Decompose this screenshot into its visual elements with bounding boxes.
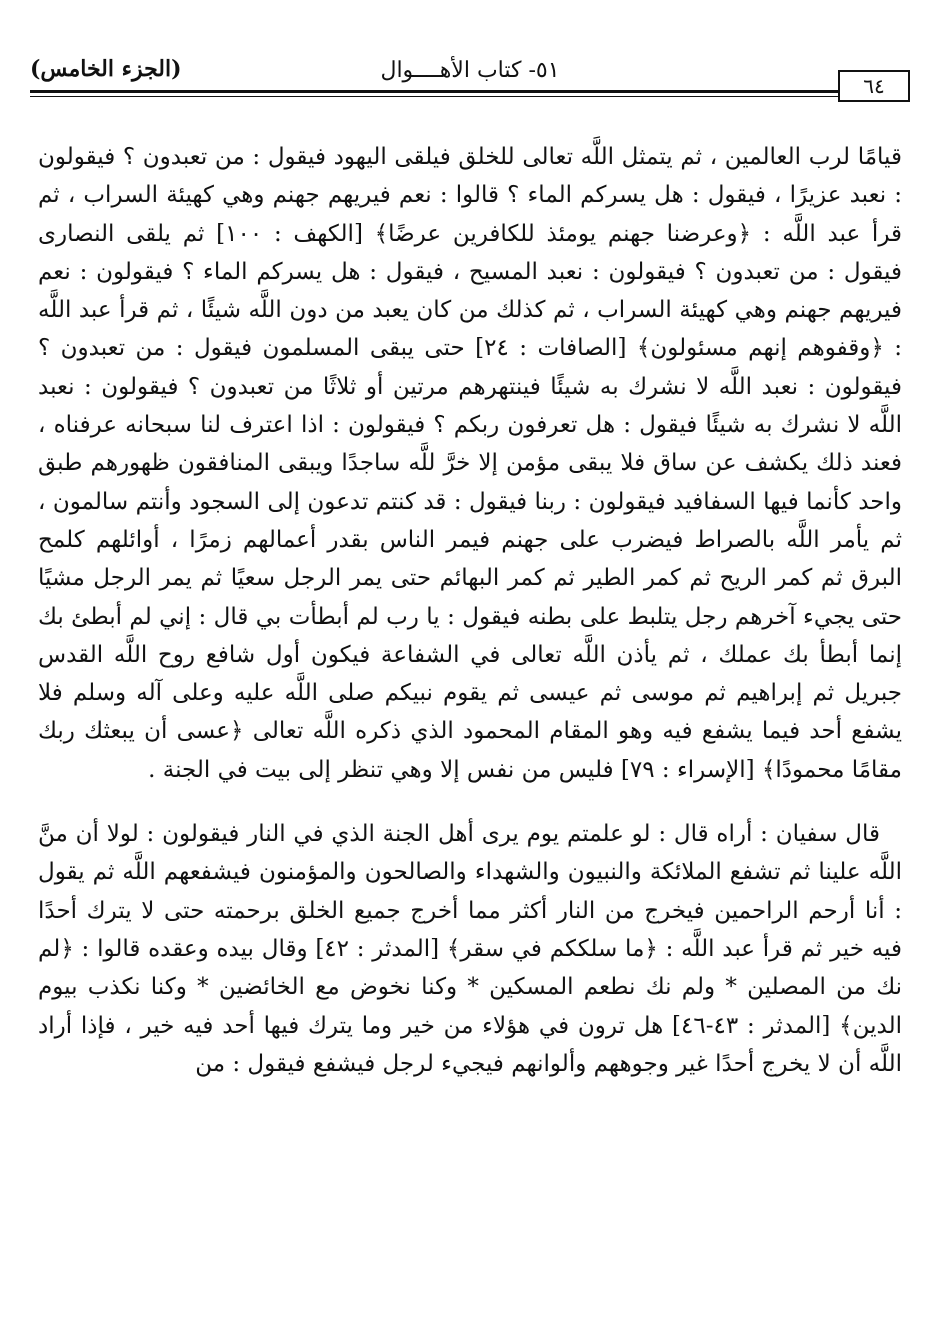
chapter-title: ٥١- كتاب الأهــــوال (380, 58, 560, 83)
volume-label: (الجزء الخامس) (30, 56, 182, 82)
paragraph-2: قال سفيان : أراه قال : لو علمتم يوم يرى أهل الجنة الذي في النار فيقولون : لولا أن منَّ اللَّه علينا ثم تشفع الملائكة والنبيون والشهداء والصالحون والمؤمنون فيشفعهم اللَّه ثم يقول : أنا أرحم الراحمين فيخرج من النار أكثر مما أخرج جميع الخلق برحمته حتى لا يترك أحدًا فيه خير ثم قرأ عبد اللَّه : ﴿ما سلككم في سقر﴾ [المدثر : ٤٢] وقال بيده وعقده قالوا : ﴿لم نك من المصلين * ولم نك نطعم المسكين * وكنا نخوض مع الخائضين * وكنا نكذب بيوم الدين﴾ [المدثر : ٤٣-٤٦] هل ترون في هؤلاء من خير وما يترك فيها أحد فيه خير ، فإذا أراد اللَّه أن لا يخرج أحدًا غير وجوههم وألوانهم فيجيء لرجل فيشفع فيقول : من (38, 821, 903, 1077)
main-text (38, 138, 902, 1083)
header-rule (30, 90, 910, 93)
page-number: ٦٤ (838, 70, 910, 102)
page-header (30, 48, 910, 102)
paragraph-1: قيامًا لرب العالمين ، ثم يتمثل اللَّه تعالى للخلق فيلقى اليهود فيقول : من تعبدون ؟ فيقولون : نعبد عزيرًا ، فيقول : هل يسركم الماء ؟ قالوا : نعم فيريهم جهنم وهي كهيئة السراب ، ثم قرأ عبد اللَّه : ﴿وعرضنا جهنم يومئذ للكافرين عرضًا﴾ [الكهف : ١٠٠] ثم يلقى النصارى فيقول : من تعبدون ؟ فيقولون : نعبد المسيح ، فيقول : هل يسركم الماء ؟ فيقولون : نعم فيريهم جهنم وهي كهيئة السراب ، ثم كذلك من كان يعبد من دون اللَّه شيئًا ، ثم قرأ عبد اللَّه : ﴿وقفوهم إنهم مسئولون﴾ [الصافات : ٢٤] حتى يبقى المسلمون فيقول : من تعبدون ؟ فيقولون : نعبد اللَّه لا نشرك به شيئًا فينتهرهم مرتين أو ثلاثًا من تعبدون ؟ فيقولون : نعبد اللَّه لا نشرك به شيئًا فيقول : هل تعرفون ربكم ؟ فيقولون : اذا اعترف لنا سبحانه عرفناه ، فعند ذلك يكشف عن ساق فلا يبقى مؤمن إلا خرَّ للَّه ساجدًا ويبقى المنافقون ظهورهم طبق واحد كأنما فيها السفافيد فيقولون : ربنا فيقول : قد كنتم تدعون إلى السجود وأنتم سالمون ، ثم يأمر اللَّه بالصراط فيضرب على جهنم فيمر الناس بقدر أعمالهم زمرًا ، أوائلهم كلمح البرق ثم كمر الريح ثم كمر الطير ثم كمر البهائم حتى يمر الرجل سعيًا ثم يمر الرجل مشيًا حتى يجيء آخرهم رجل يتلبط على بطنه فيقول : يا رب لم أبطأت بي قال : إني لم أبطئ بك إنما أبطأ بك عملك ، ثم يأذن اللَّه تعالى في الشفاعة فيكون أول شافع روح اللَّه القدس جبريل ثم إبراهيم ثم موسى ثم عيسى ثم يقوم نبيكم صلى اللَّه عليه وعلى آله وسلم فلا يشفع أحد فيما يشفع فيه وهو المقام المحمود الذي ذكره اللَّه تعالى ﴿عسى أن يبعثك ربك مقامًا محمودًا﴾ [الإسراء : ٧٩] فليس من نفس إلا وهي تنظر إلى بيت في الجنة . (38, 144, 903, 783)
